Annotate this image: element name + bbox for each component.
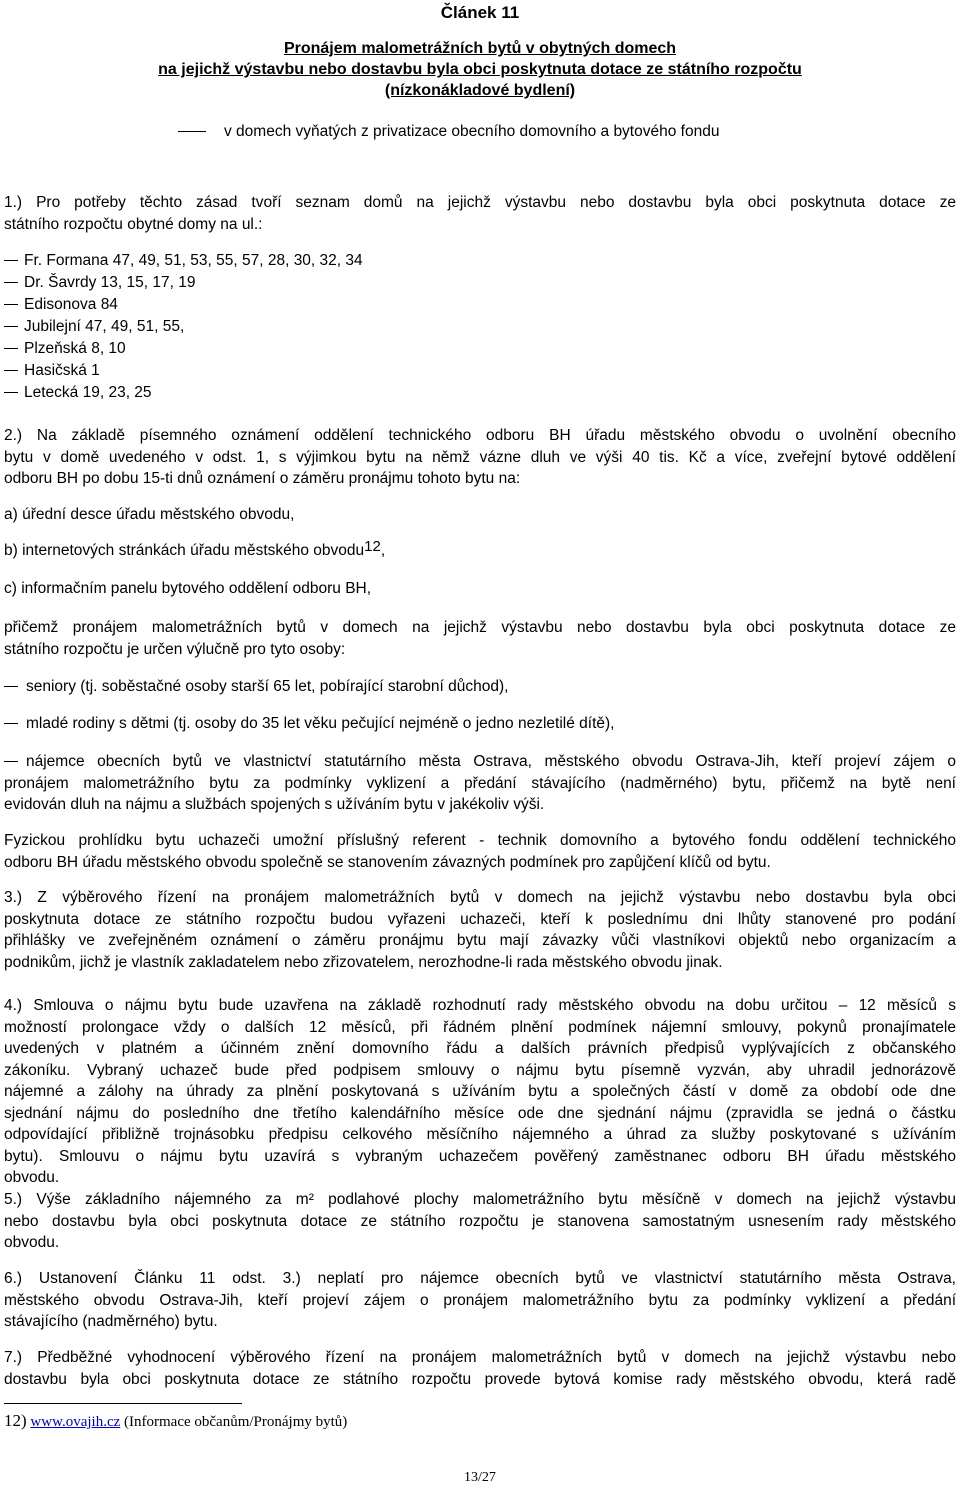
paragraph-6-line: stávajícího (nadměrného) bytu.	[4, 1313, 218, 1330]
dash-bullet	[4, 723, 18, 724]
paragraph-whereas-line: přičemž pronájem malometrážních bytů v domech na jejichž výstavbu nebo dostavbu byla obci poskytnuta dotace ze	[4, 619, 956, 636]
dash-bullet	[178, 131, 206, 132]
paragraph-4-line: nájemné a zálohy na úhrady za plnění poskytovaná s užíváním bytu a společných částí v domě za období ode dne	[4, 1083, 956, 1100]
dash-bullet	[4, 686, 18, 687]
paragraph-4-line: odpovídající přibližně trojnásobku předpisu celkového měsíčního nájemného a úhrad za služby poskytované s užíváním	[4, 1126, 956, 1143]
channel-c: c) informačním panelu bytového oddělení odboru BH,	[4, 580, 372, 597]
footnote	[4, 1411, 347, 1431]
street-item	[4, 360, 363, 382]
person-tenants	[4, 751, 956, 816]
street-text: Jubilejní 47, 49, 51, 55,	[24, 318, 185, 335]
paragraph-2-line: bytu v domě uvedeného v odst. 1, s výjimkou bytu na němž vázne dluh ve výši 40 tis. Kč a více, zveřejní bytové oddělení	[4, 448, 956, 466]
scope-line	[178, 123, 719, 141]
paragraph-2	[4, 425, 956, 490]
street-item	[4, 382, 363, 404]
dash-bullet	[4, 326, 18, 327]
paragraph-5-line: obvodu.	[4, 1234, 60, 1251]
paragraph-4-line: uvedených v platném a účinném znění domovního řádu a dalších právních předpisů vyplývajících z občanského	[4, 1040, 956, 1057]
paragraph-inspection-line: odboru BH úřadu městského obvodu společně se stanovením závazných podmínek pro zapůjčení klíčů od bytu.	[4, 853, 771, 871]
page-number: 13/27	[464, 1470, 496, 1485]
paragraph-4-line: obvodu.	[4, 1169, 60, 1186]
paragraph-4-line: 4.) Smlouva o nájmu bytu bude uzavřena na základě rozhodnutí rady městského obvodu na dobu určitou – 12 měsíců s	[4, 997, 956, 1014]
paragraph-3-line: podnikům, jichž je vlastník zakladatelem nebo zřizovatelem, nerozhodne-li rada městského obvodu jinak.	[4, 953, 723, 971]
street-item	[4, 294, 363, 316]
street-text: Dr. Šavrdy 13, 15, 17, 19	[24, 274, 196, 291]
person-tenants-line: pronájem malometrážního bytu za podmínky vyklizení a předání stávajícího (nadměrného) bytu, přičemž na bytě není	[4, 774, 956, 792]
channel-b-punct: ,	[380, 542, 386, 559]
street-item	[4, 272, 363, 294]
paragraph-6-line: městského obvodu Ostrava-Jih, kteří projeví zájem o pronájem malometrážního bytu za podmínky vyklizení a předání	[4, 1291, 956, 1309]
footnote-separator	[4, 1403, 242, 1404]
street-list	[4, 250, 363, 404]
paragraph-3-line: poskytnuta dotace ze státního rozpočtu budou vyřazeni uchazeči, kteří k poslednímu dni lhůty stanovené pro podání	[4, 910, 956, 928]
paragraph-6	[4, 1268, 956, 1333]
paragraph-6-line: 6.) Ustanovení Článku 11 odst. 3.) neplatí pro nájemce obecních bytů ve vlastnictví statutárního města Ostrava,	[4, 1270, 956, 1287]
paragraph-3	[4, 887, 956, 973]
street-text: Plzeňská 8, 10	[24, 340, 126, 357]
dash-bullet	[4, 392, 18, 393]
paragraph-4-line: sjednání nájmu do posledního dne třetího kalendářního měsíce ode dne sjednání nájmu (zpravidla se jedná o částku	[4, 1104, 956, 1122]
paragraph-1	[4, 192, 956, 235]
paragraph-2-line: 2.) Na základě písemného oznámení oddělení technického odboru BH úřadu městského obvodu o uvolnění obecního	[4, 427, 956, 444]
person-families	[4, 713, 956, 735]
paragraph-4	[4, 995, 956, 1189]
paragraph-inspection	[4, 830, 956, 873]
person-tenants-line	[4, 751, 956, 773]
article-subtitle-line-3: (nízkonákladové bydlení)	[384, 82, 576, 99]
street-text: Hasičská 1	[24, 362, 100, 379]
street-item	[4, 250, 363, 272]
channel-a: a) úřední desce úřadu městského obvodu,	[4, 506, 295, 523]
person-families-text: mladé rodiny s dětmi (tj. osoby do 35 let věku pečující nejméně o jedno nezletilé dítě),	[26, 715, 615, 732]
paragraph-4-line: bytu). Smlouvu o nájmu bytu uzavírá s vybraným uchazečem pověřený zaměstnanec odboru BH úřadu městského	[4, 1147, 956, 1165]
scope-text: v domech vyňatých z privatizace obecního domovního a bytového fondu	[224, 123, 720, 140]
article-heading: Článek 11	[440, 3, 520, 22]
paragraph-5	[4, 1189, 956, 1254]
paragraph-2-line: odboru BH po dobu 15-ti dnů oznámení o záměru pronájmu tohoto bytu na:	[4, 470, 521, 487]
paragraph-3-line: přihlášky ve zveřejněném oznámení o záměru pronájmu bytu mají závazky vůči vlastníkovi objektů nebo organizacím a	[4, 932, 956, 949]
footnote-text: (Informace občanům/Pronájmy bytů)	[120, 1414, 348, 1430]
dash-bullet	[4, 348, 18, 349]
dash-bullet	[4, 282, 18, 283]
article-subtitle-line-1: Pronájem malometrážních bytů v obytných domech	[283, 40, 677, 57]
street-text: Edisonova 84	[24, 296, 118, 313]
footnote-number: 12)	[4, 1411, 27, 1430]
dash-bullet	[4, 260, 18, 261]
paragraph-5-line: nebo dostavbu byla obci poskytnuta dotace ze státního rozpočtu je stanovena samostatným usnesením rady městského	[4, 1212, 956, 1230]
person-seniors-text: seniory (tj. soběstačné osoby starší 65 let, pobírající starobní důchod),	[26, 678, 509, 695]
person-seniors	[4, 676, 956, 698]
footnote-reference: 12	[364, 538, 381, 555]
street-item	[4, 338, 363, 360]
paragraph-inspection-line: Fyzickou prohlídku bytu uchazeči umožní příslušný referent - technik domovního a bytového fondu oddělení technického	[4, 832, 956, 849]
paragraph-7	[4, 1347, 956, 1390]
dash-bullet	[4, 304, 18, 305]
paragraph-whereas	[4, 617, 956, 660]
paragraph-4-line: možností prolongace vždy o dalších 12 měsíců, při řádném plnění podmínek nájemní smlouvy, pokynů pronajímatele	[4, 1018, 956, 1036]
street-item	[4, 316, 363, 338]
paragraph-3-line: 3.) Z výběrového řízení na pronájem malometrážních bytů v domech na jejichž výstavbu nebo dostavbu byla obci	[4, 889, 956, 906]
channel-b-text: b) internetových stránkách úřadu městského obvodu	[4, 542, 365, 559]
article-subtitle-line-2: na jejichž výstavbu nebo dostavbu byla obci poskytnuta dotace ze státního rozpočtu	[158, 61, 802, 78]
person-tenants-text: nájemce obecních bytů ve vlastnictví statutárního města Ostrava, městského obvodu Ostrava-Jih, kteří projeví zájem o	[26, 753, 956, 770]
paragraph-whereas-line: státního rozpočtu je určen výlučně pro tyto osoby:	[4, 640, 346, 658]
paragraph-5-line: 5.) Výše základního nájemného za m² podlahové plochy malometrážního bytu měsíčně v domech na jejichž výstavbu	[4, 1191, 956, 1208]
person-tenants-line: evidován dluh na nájmu a službách spojených s užíváním bytu v jakékoliv výši.	[4, 796, 545, 813]
dash-bullet	[4, 370, 18, 371]
street-text: Letecká 19, 23, 25	[24, 384, 152, 401]
paragraph-4-line: zákoníku. Vybraný uchazeč bude před podpisem smlouvy o nájmu bytu písemně vyzván, aby uhradil jednorázově	[4, 1061, 956, 1079]
footnote-link[interactable]: www.ovajih.cz	[30, 1414, 121, 1430]
paragraph-1-line: státního rozpočtu obytné domy na ul.:	[4, 215, 263, 233]
paragraph-7-line: dostavbu byla obci poskytnuta dotace ze státního rozpočtu provede bytová komise rady městského obvodu, která radě	[4, 1370, 956, 1388]
paragraph-1-line: 1.) Pro potřeby těchto zásad tvoří seznam domů na jejichž výstavbu nebo dostavbu byla obci poskytnuta dotace ze	[4, 194, 956, 211]
dash-bullet	[4, 761, 18, 762]
channel-b	[4, 540, 956, 562]
street-text: Fr. Formana 47, 49, 51, 53, 55, 57, 28, 30, 32, 34	[24, 252, 363, 269]
paragraph-7-line: 7.) Předběžné vyhodnocení výběrového řízení na pronájem malometrážních bytů v domech na jejichž výstavbu nebo	[4, 1349, 956, 1366]
